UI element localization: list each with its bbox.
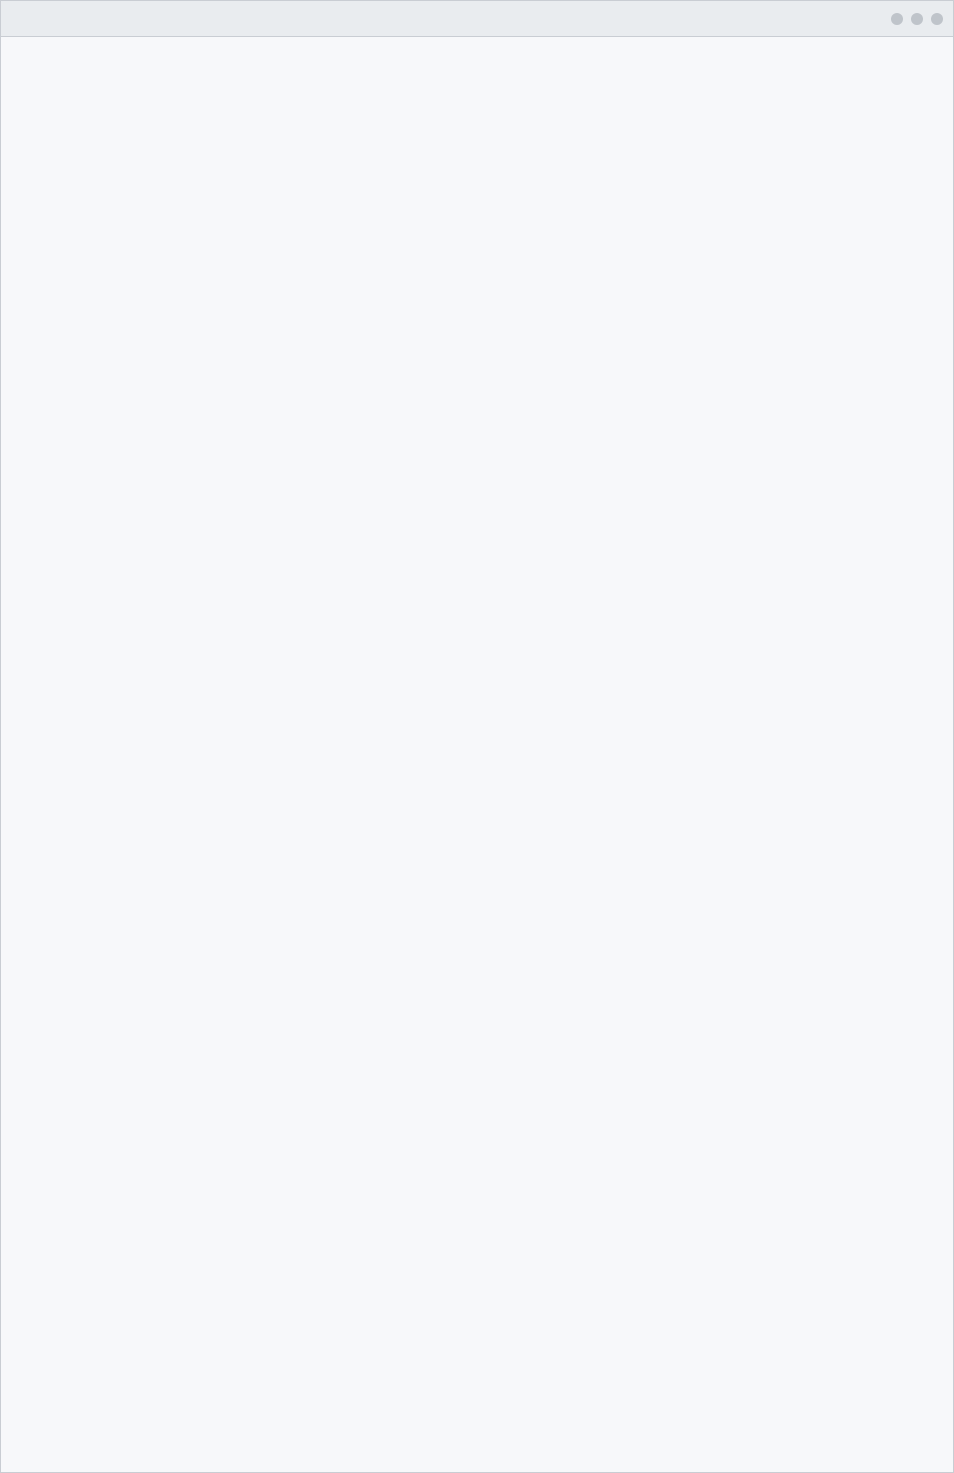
title-bar	[1, 1, 953, 37]
minimize-icon[interactable]	[891, 13, 903, 25]
window-controls	[891, 13, 943, 25]
close-icon[interactable]	[931, 13, 943, 25]
content-area	[1, 37, 953, 1472]
maximize-icon[interactable]	[911, 13, 923, 25]
